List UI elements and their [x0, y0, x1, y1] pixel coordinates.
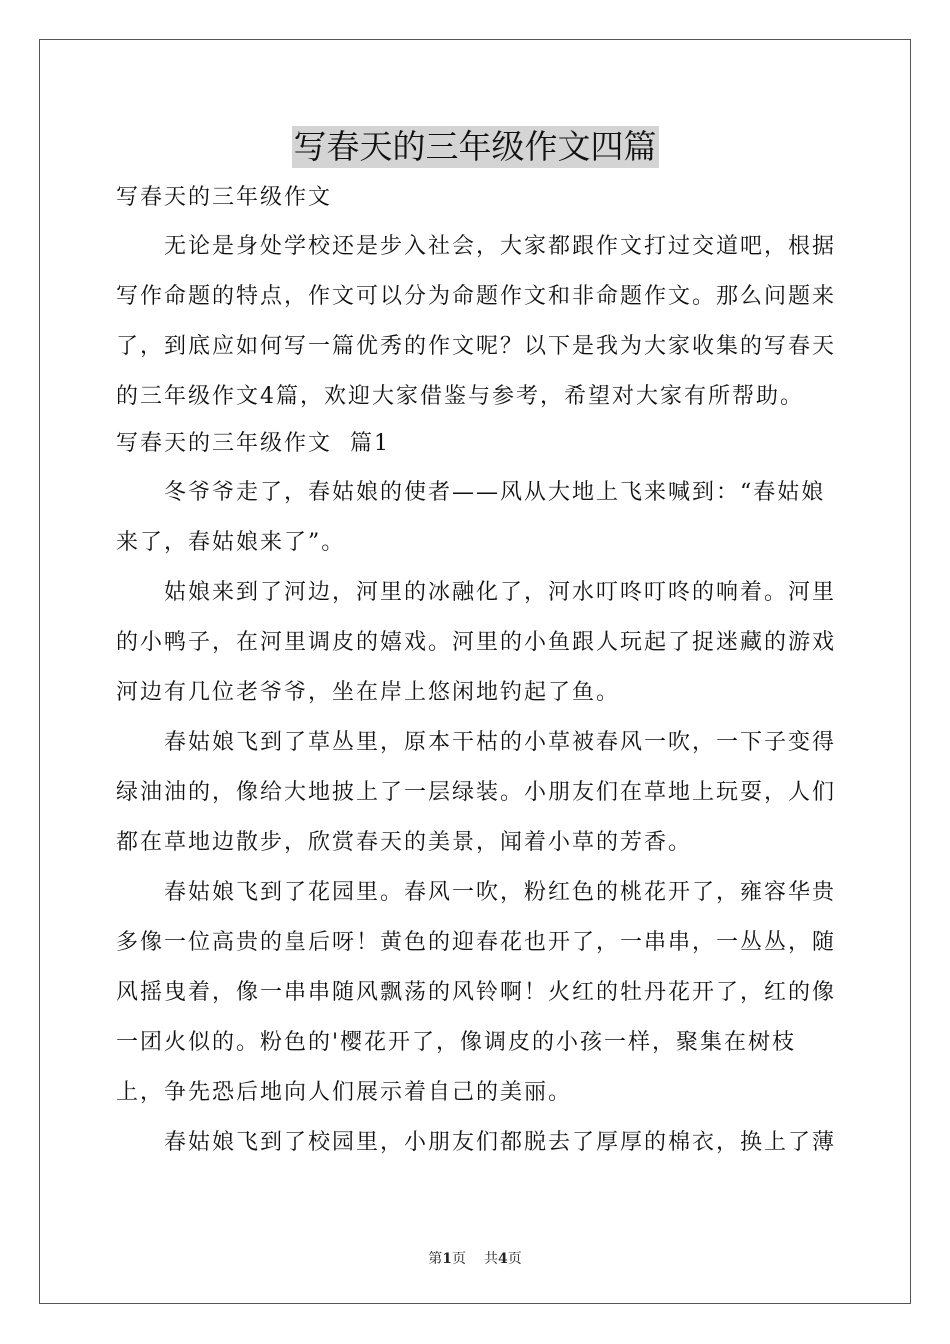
essay-heading: 写春天的三年级作文 篇1	[116, 431, 390, 456]
total-prefix: 共	[484, 1251, 498, 1267]
document-title: 写春天的三年级作文四篇	[293, 127, 657, 166]
section-heading: 写春天的三年级作文	[116, 185, 333, 210]
title-container	[0, 126, 950, 168]
body-paragraph: 春姑娘飞到了校园里，小朋友们都脱去了厚厚的棉衣，换上了薄	[164, 1130, 837, 1155]
body-paragraph: 姑娘来到了河边，河里的冰融化了，河水叮咚叮咚的响着。河里的小鸭子，在河里调皮的嬉戏。河里的小鱼跟人玩起了捉迷藏的游戏河边有几位老爷爷，坐在岸上悠闲地钓起了鱼。	[116, 580, 837, 705]
intro-paragraph: 无论是身处学校还是步入社会，大家都跟作文打过交道吧，根据写作命题的特点，作文可以分为命题作文和非命题作文。那么问题来了，到底应如何写一篇优秀的作文呢？以下是我为大家收集的写春天的三年级作文4篇，欢迎大家借鉴与参考，希望对大家有所帮助。	[116, 234, 837, 409]
document-body	[116, 176, 836, 1168]
body-paragraph: 冬爷爷走了，春姑娘的使者——风从大地上飞来喊到：“春姑娘来了，春姑娘来了”。	[116, 480, 826, 555]
page-suffix: 页	[452, 1251, 466, 1267]
total-suffix: 页	[507, 1251, 522, 1267]
page-number: 1	[442, 1251, 452, 1267]
body-paragraph: 春姑娘飞到了草丛里，原本干枯的小草被春风一吹，一下子变得绿油油的，像给大地披上了一层绿装。小朋友们在草地上玩耍，人们都在草地边散步，欣赏春天的美景，闻着小草的芳香。	[116, 730, 837, 855]
page-footer	[0, 1248, 950, 1268]
total-pages: 4	[498, 1251, 508, 1267]
body-paragraph: 春姑娘飞到了花园里。春风一吹，粉红色的桃花开了，雍容华贵多像一位高贵的皇后呀！黄色的迎春花也开了，一串串，一丛丛，随风摇曳着，像一串串随风飘荡的风铃啊！火红的牡丹花开了，红的像一团火似的。粉色的'樱花开了，像调皮的小孩一样，聚集在树枝上，争先恐后地向人们展示着自己的美丽。	[116, 880, 837, 1105]
page-prefix: 第	[428, 1251, 443, 1267]
